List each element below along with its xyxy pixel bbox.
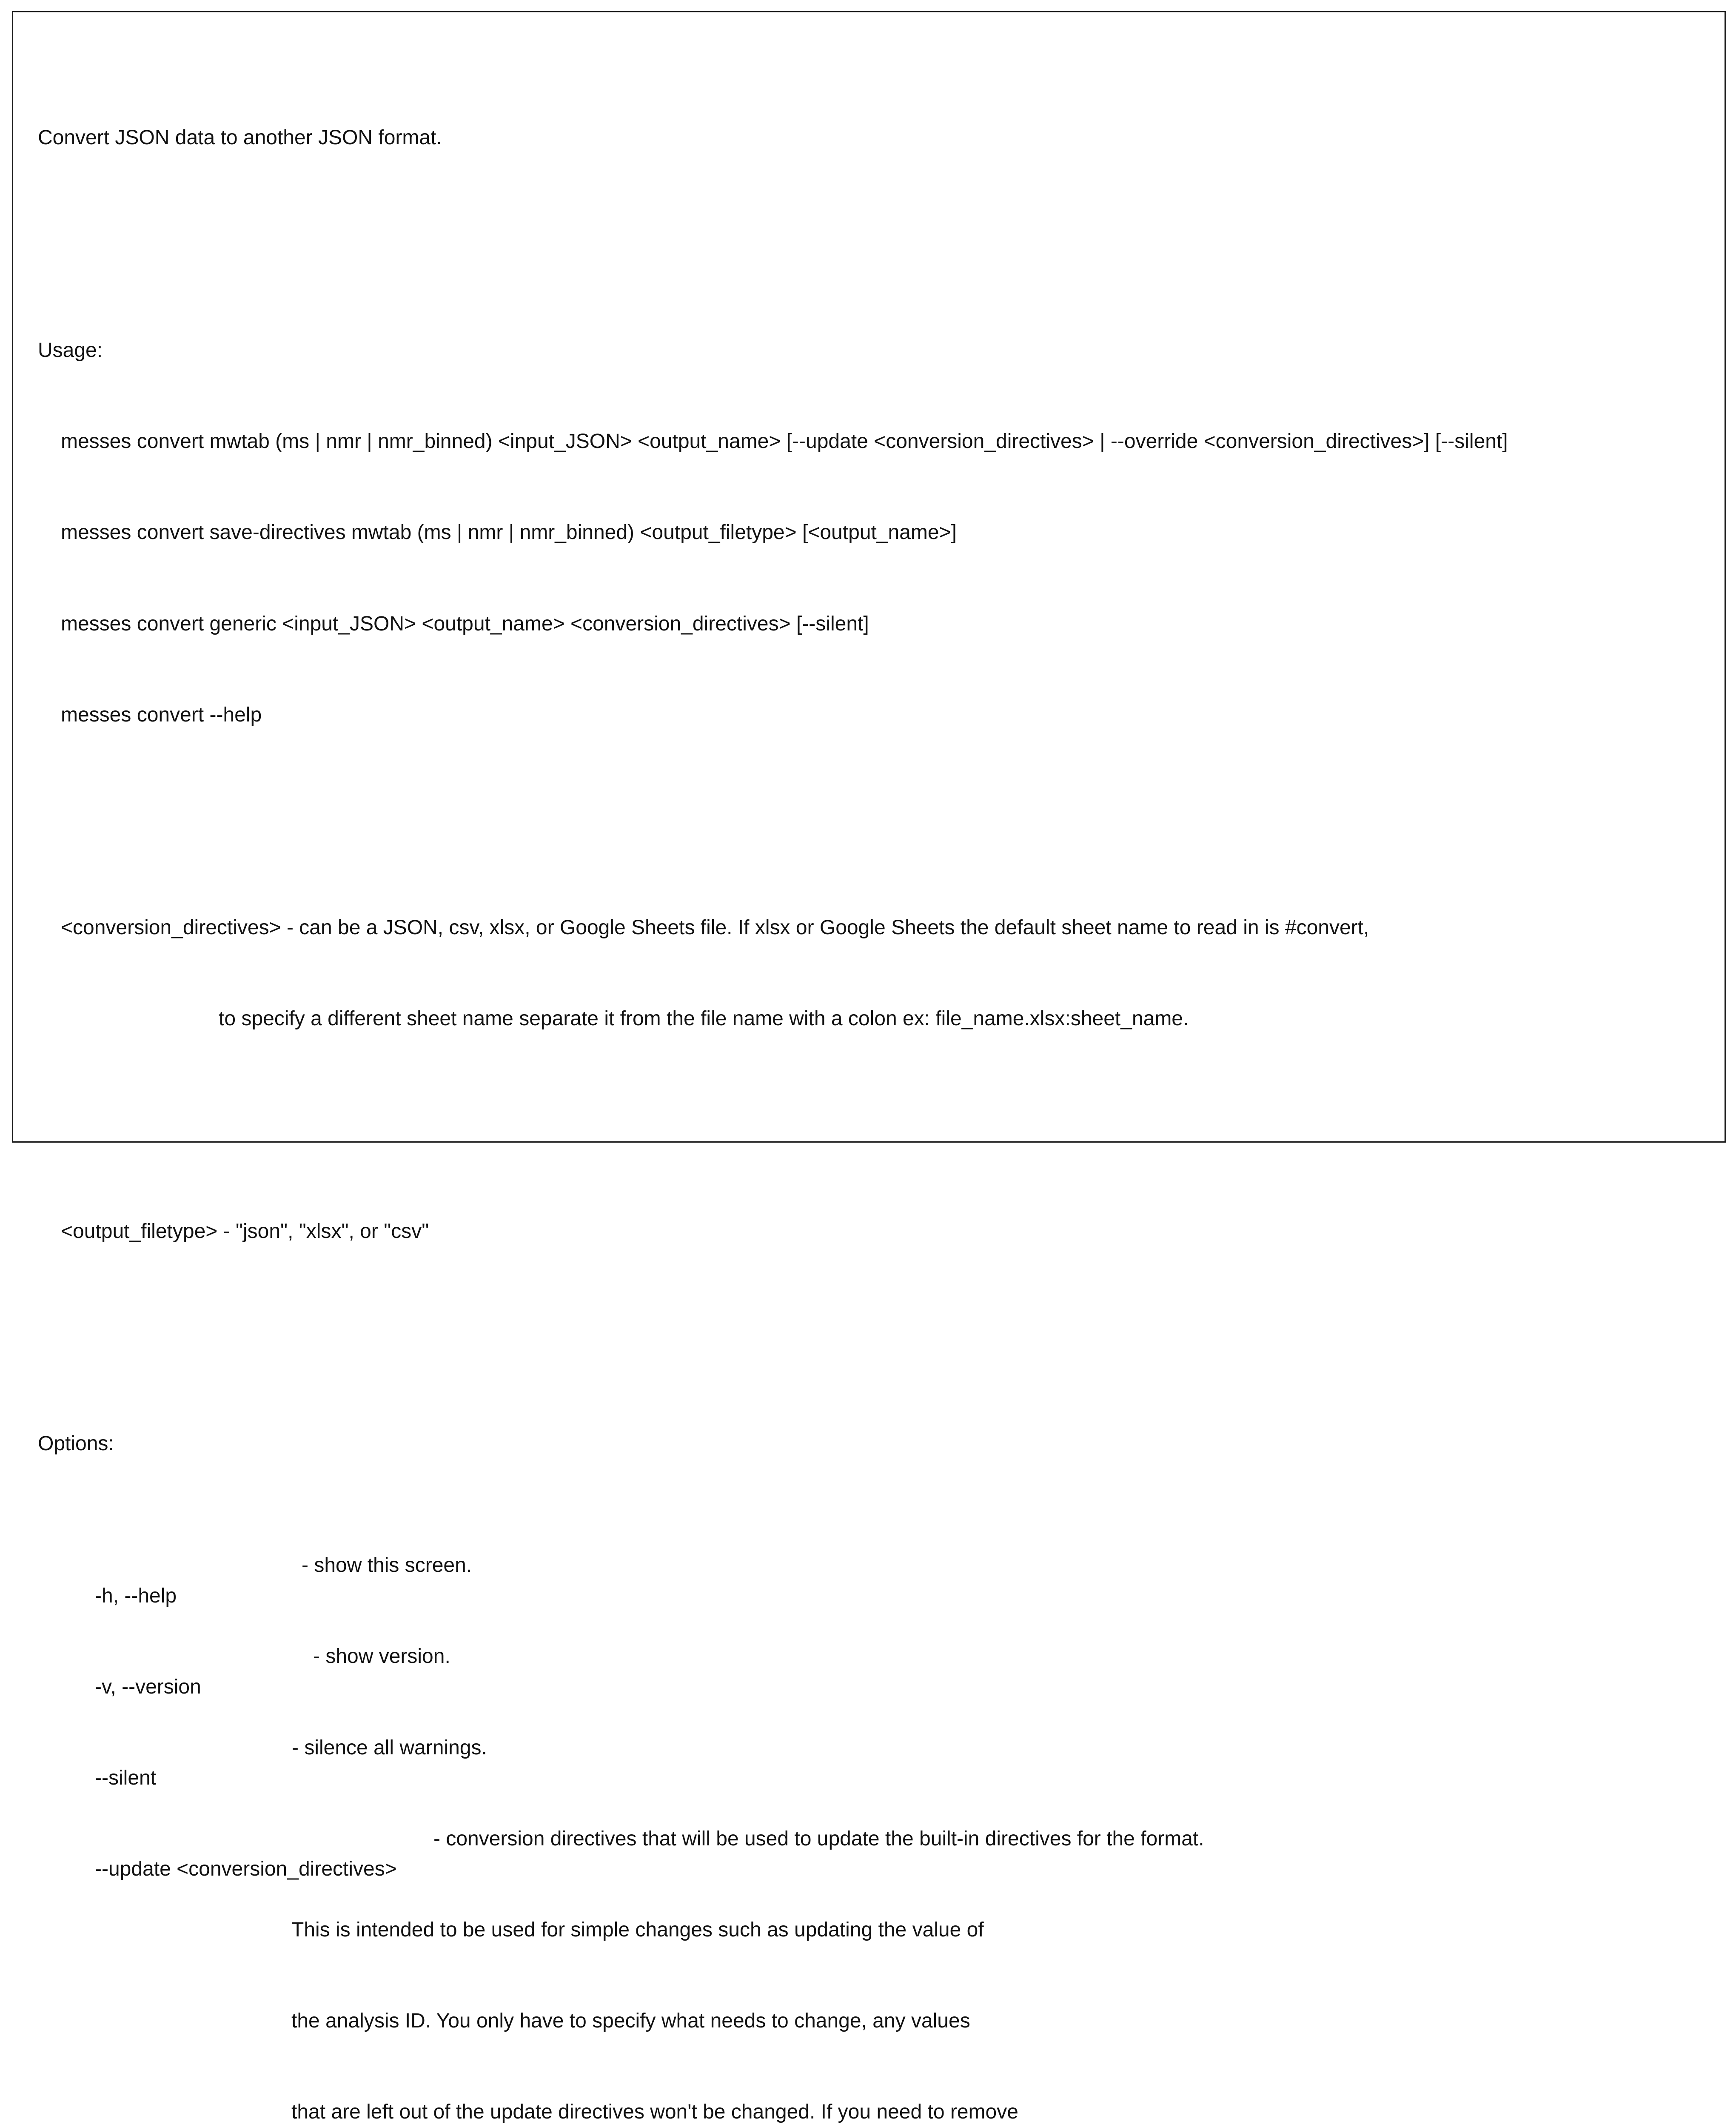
option-help (38, 1550, 1508, 1607)
help-text-panel (12, 11, 1726, 2124)
option-update-cont: that are left out of the update directives won't be changed. If you need to remove (291, 2101, 1018, 2124)
option-flag: --update <conversion_directives> (95, 1858, 397, 1881)
output-filetype-description: <output_filetype> - "json", "xlsx", or "csv" (61, 1220, 429, 1243)
option-flag: --silent (95, 1766, 157, 1789)
option-update-cont: the analysis ID. You only have to specify what needs to change, any values (291, 2010, 970, 2033)
option-flag: -v, --version (95, 1675, 201, 1698)
usage-line: messes convert generic <input_JSON> <output_name> <conversion_directives> [--silent] (61, 612, 869, 635)
option-description: - conversion directives that will be used to update the built-in directives for the format. (433, 1827, 1204, 1850)
option-description: - show version. (313, 1645, 450, 1668)
conversion-directives-description-cont: to specify a different sheet name separate it from the file name with a colon ex: file_name.xlsx:sheet_name. (219, 1007, 1189, 1030)
spacer (38, 1095, 1508, 1125)
help-text-body (38, 31, 1508, 2127)
spacer (38, 1307, 1508, 1337)
usage-line: messes convert --help (61, 703, 262, 726)
option-update (38, 1824, 1508, 1881)
usage-line: messes convert mwtab (ms | nmr | nmr_binned) <input_JSON> <output_name> [--update <conversion_directives> | --override <conversion_directives>] [--silent] (61, 430, 1508, 453)
option-silent (38, 1733, 1508, 1789)
usage-line: messes convert save-directives mwtab (ms | nmr | nmr_binned) <output_filetype> [<output_name>] (61, 521, 957, 544)
option-description: - show this screen. (302, 1554, 472, 1577)
option-flag: -h, --help (95, 1584, 177, 1607)
option-description: - silence all warnings. (292, 1736, 487, 1759)
option-update-cont: This is intended to be used for simple changes such as updating the value of (291, 1918, 984, 1941)
intro-line: Convert JSON data to another JSON format. (38, 126, 442, 149)
conversion-directives-description: <conversion_directives> - can be a JSON, csv, xlsx, or Google Sheets file. If xlsx or Google Sheets the default sheet name to read in is #convert, (61, 916, 1369, 939)
usage-heading: Usage: (38, 339, 103, 362)
spacer (38, 214, 1508, 244)
options-heading: Options: (38, 1432, 114, 1455)
spacer (38, 791, 1508, 821)
option-version (38, 1641, 1508, 1698)
